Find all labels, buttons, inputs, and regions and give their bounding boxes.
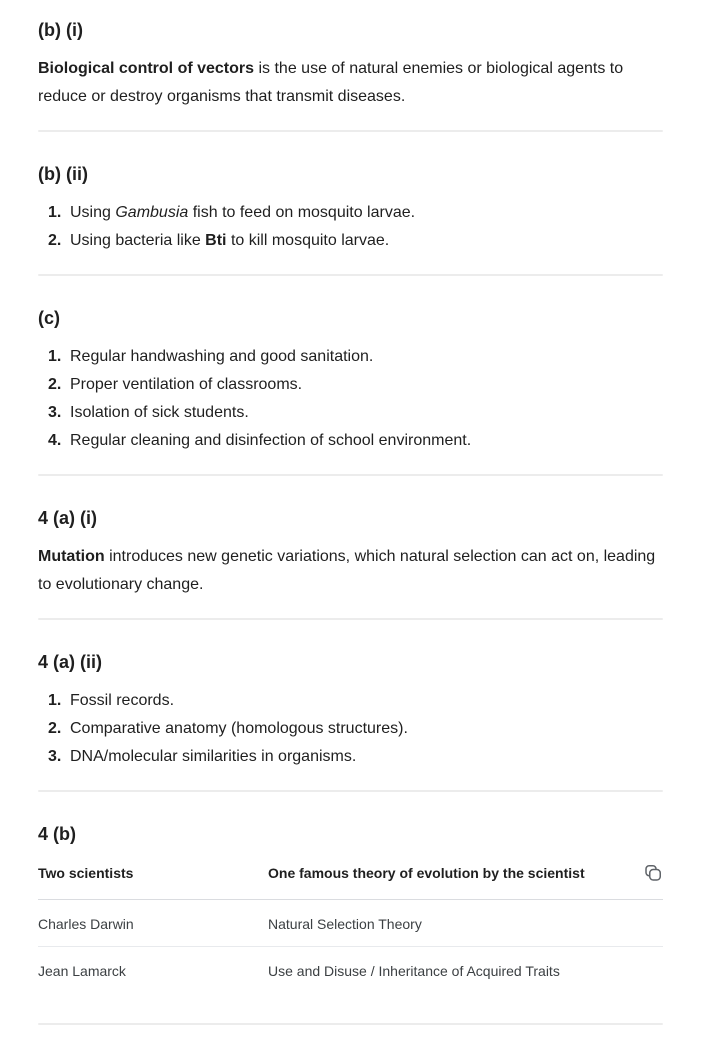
section-heading-4-b: 4 (b) xyxy=(38,824,76,844)
cell-theory: Use and Disuse / Inheritance of Acquired Traits xyxy=(268,963,560,979)
list-item xyxy=(38,399,663,427)
cell-scientist: Charles Darwin xyxy=(38,900,268,947)
table-header-two-scientists: Two scientists xyxy=(38,859,268,900)
list-item-text: Using Gambusia fish to feed on mosquito larvae. xyxy=(70,204,416,221)
list-marker: 1. xyxy=(48,348,62,365)
table-row xyxy=(38,947,663,994)
paragraph-text: introduces new genetic variations, which natural selection can act on, leading to evolutionary change. xyxy=(38,548,656,593)
list-item xyxy=(38,227,663,255)
section-heading-b-ii: (b) (ii) xyxy=(38,164,88,184)
section-heading-4-a-ii: 4 (a) (ii) xyxy=(38,652,103,672)
bold-term: Mutation xyxy=(38,548,105,565)
bold-term: Bti xyxy=(205,232,227,249)
section-b-i xyxy=(38,18,663,111)
section-divider xyxy=(38,130,663,132)
section-b-ii xyxy=(38,162,663,255)
cell-scientist: Jean Lamarck xyxy=(38,963,126,979)
list-item xyxy=(38,715,663,743)
section-divider xyxy=(38,474,663,476)
list-item-text: DNA/molecular similarities in organisms. xyxy=(70,748,357,765)
list-marker: 4. xyxy=(48,432,62,449)
copy-table-button[interactable] xyxy=(643,863,663,883)
section-divider xyxy=(38,1023,663,1025)
list-marker: 1. xyxy=(48,204,62,221)
section-heading-4-a-i: 4 (a) (i) xyxy=(38,508,98,528)
section-c xyxy=(38,306,663,455)
section-divider xyxy=(38,790,663,792)
list-marker: 2. xyxy=(48,376,62,393)
list-marker: 2. xyxy=(48,720,62,737)
paragraph-text: is the use of natural enemies or biological agents to reduce or destroy organisms that transmit diseases. xyxy=(38,60,624,105)
list-item xyxy=(38,371,663,399)
section-heading-b-i: (b) (i) xyxy=(38,20,83,40)
list-item-text: Isolation of sick students. xyxy=(70,404,249,421)
list-item-text: Regular cleaning and disinfection of school environment. xyxy=(70,432,472,449)
list-marker: 3. xyxy=(48,404,62,421)
list-item xyxy=(38,687,663,715)
list-item xyxy=(38,199,663,227)
bold-term: Biological control of vectors xyxy=(38,60,255,77)
ordered-list xyxy=(38,687,663,771)
ordered-list xyxy=(38,199,663,255)
section-4-a-i xyxy=(38,506,663,599)
table-header-theory: One famous theory of evolution by the scientist xyxy=(268,859,633,900)
list-item xyxy=(38,343,663,371)
list-item-text: Regular handwashing and good sanitation. xyxy=(70,348,374,365)
section-4-b xyxy=(38,822,663,993)
table-actions-cell xyxy=(633,859,663,900)
list-item-text: Fossil records. xyxy=(70,692,175,709)
scientists-table xyxy=(38,859,663,993)
list-marker: 1. xyxy=(48,692,62,709)
list-marker: 3. xyxy=(48,748,62,765)
paragraph-biological-control xyxy=(38,55,663,111)
table-row xyxy=(38,900,663,947)
section-4-a-ii xyxy=(38,650,663,771)
cell-theory: Natural Selection Theory xyxy=(268,900,633,947)
list-item-text: Using bacteria like Bti to kill mosquito larvae. xyxy=(70,232,390,249)
ordered-list xyxy=(38,343,663,455)
section-heading-c: (c) xyxy=(38,308,60,328)
section-divider xyxy=(38,274,663,276)
table-header-row xyxy=(38,859,663,900)
list-item xyxy=(38,743,663,771)
list-item-text: Proper ventilation of classrooms. xyxy=(70,376,303,393)
italic-term: Gambusia xyxy=(115,204,189,221)
paragraph-mutation xyxy=(38,543,663,599)
list-marker: 2. xyxy=(48,232,62,249)
list-item-text: Comparative anatomy (homologous structures). xyxy=(70,720,408,737)
list-item xyxy=(38,427,663,455)
section-divider xyxy=(38,618,663,620)
copy-icon xyxy=(643,863,663,883)
